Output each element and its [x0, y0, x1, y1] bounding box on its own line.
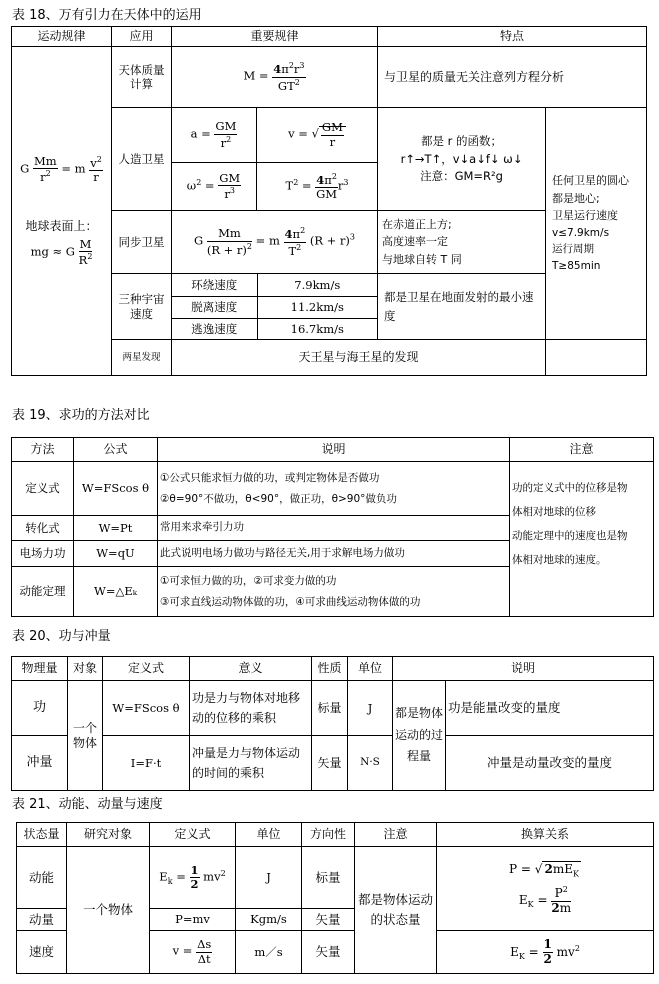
t21-header-dir: 方向性: [302, 823, 355, 847]
t19-note-line: 功的定义式中的位移是物: [512, 482, 628, 494]
t19-header-note: 注意: [510, 438, 654, 462]
t20-object: 一个物体: [68, 681, 103, 791]
t18-sat-note-line3: 注意：GM=R²g: [420, 169, 503, 184]
t20-quantity: 冲量: [12, 736, 68, 791]
t19-header-formula: 公式: [74, 438, 158, 462]
t21-header-unit: 单位: [236, 823, 302, 847]
t18-app-sync: 同步卫星: [112, 211, 172, 274]
t19-note-line: 动能定理中的速度也是物: [512, 530, 628, 543]
t19-desc-line: ③可求直线运动物体做的功，④可求曲线运动物体做的功: [160, 595, 421, 608]
t18-header-motion: 运动规律: [12, 27, 112, 47]
t20-meaning: 冲量是力与物体运动的时间的乘积: [190, 736, 312, 791]
t19-method: 电场力功: [12, 541, 74, 567]
t20-header-unit: 单位: [348, 657, 393, 681]
t20-header-meaning: 意义: [190, 657, 312, 681]
t19-formula: W=qU: [74, 541, 158, 567]
t18-sat-note-line2: r↑→T↑，v↓a↓f↓ ω↓: [400, 151, 523, 166]
t21-header-object: 研究对象: [67, 823, 150, 847]
t19-formula: W=FScos θ: [74, 462, 158, 516]
t20-desc: 功是能量改变的量度: [446, 681, 654, 736]
t19-header-method: 方法: [12, 438, 74, 462]
t20-formula: I=F·t: [103, 736, 190, 791]
t19-desc-line: ②θ=90°不做功，θ<90°，做正功，θ>90°做负功: [160, 492, 397, 505]
t18-side-note-line: 都是地心;: [552, 191, 600, 205]
t21-state: 动量: [17, 909, 67, 931]
t21-header-state: 状态量: [17, 823, 67, 847]
t19-note: [510, 462, 654, 617]
t18-cosmic-value: 7.9km/s: [257, 274, 377, 296]
t19-desc-line: ①可求恒力做的功，②可求变力做的功: [160, 574, 337, 587]
t18-sync-note-line: 与地球自转 T 同: [382, 252, 462, 266]
t21-dir: 标量: [302, 847, 355, 909]
t18-app-cosmic: 三种宇宙速度: [112, 274, 172, 340]
t18-sat-note: [378, 108, 546, 211]
t21-state: 动能: [17, 847, 67, 909]
t20-nature: 标量: [312, 681, 348, 736]
t19-method: 定义式: [12, 462, 74, 516]
t20-desc: 冲量是动量改变的量度: [446, 736, 654, 791]
t20-meaning: 功是力与物体对地移动的位移的乘积: [190, 681, 312, 736]
t18-sat-period: $T^2$ = $\frac{4\pi^2}{GM}$ $r^3$: [257, 163, 378, 211]
t18-sat-note-line1: 都是 r 的函数；: [420, 134, 503, 149]
t18-side-note-line: 卫星运行速度: [552, 209, 619, 223]
t21-v-formula: v = $\frac{\Delta s}{\Delta t}$: [150, 931, 236, 974]
t20-unit: J: [348, 681, 393, 736]
t21-p-from-ek: P = √ $2mE_K$: [509, 861, 579, 878]
t19-note-line: 体相对地球的位移: [512, 506, 596, 519]
t20-header-formula: 定义式: [103, 657, 190, 681]
t20-formula: W=FScos θ: [103, 681, 190, 736]
t21-ek-formula: $E_k$ = $\frac{1}{2}$ $mv^2$: [150, 847, 236, 909]
t19-desc: 常用来求牵引力功: [158, 516, 510, 541]
t18-sync-formula: G $\frac{Mm}{(R + r)^2}$ = m $\frac{4\pi^2}{T^2}$ $(R + r)^3$: [172, 211, 378, 274]
t21-p-formula: P=mv: [150, 909, 236, 931]
t18-cosmic-value: 11.2km/s: [257, 296, 377, 318]
t18-sat-velocity: v = √ $\frac{GM}{r}$: [257, 108, 378, 163]
t20-header-desc: 说明: [393, 657, 654, 681]
t18-gravity-equation: G $\frac{Mm}{r^2}$ = m $\frac{v^2}{r}$: [20, 154, 102, 185]
t20-header-quantity: 物理量: [12, 657, 68, 681]
t21-conversion-pk: [437, 847, 654, 931]
t18-sync-note-line: 高度速率一定: [382, 235, 449, 249]
t18-header-law: 重要规律: [172, 27, 378, 47]
t20-nature: 矢量: [312, 736, 348, 791]
t20-header-object: 对象: [68, 657, 103, 681]
t18-sat-accel: a = $\frac{GM}{r^2}$: [172, 108, 257, 163]
t18-motion-law-cell: [12, 47, 112, 376]
t18-cosmic-name: 逃逸速度: [172, 318, 257, 339]
t21-unit: m／s: [236, 931, 302, 974]
t18-mass-formula: M = $\frac{4\pi^2r^3}{GT^2}$: [172, 47, 378, 108]
t18-surface-equation: mg ≈ G $\frac{M}{R^2}$: [30, 236, 93, 267]
t18-cosmic-speeds: [172, 274, 378, 340]
t21-dir: 矢量: [302, 909, 355, 931]
t19-desc: [158, 567, 510, 617]
t19-desc: [158, 462, 510, 516]
t21-object: 一个物体: [67, 847, 150, 974]
t21-unit: Kgm/s: [236, 909, 302, 931]
table21-caption: 表 21、动能、动量与速度: [12, 797, 163, 812]
table19-caption: 表 19、求功的方法对比: [12, 408, 150, 423]
table20: [11, 656, 654, 791]
table19: [11, 437, 654, 617]
t18-surface-label: 地球表面上：: [25, 218, 98, 233]
t21-conversion-ek: $E_K$ = $\frac{1}{2}$ $mv^2$: [437, 931, 654, 974]
t19-header-desc: 说明: [158, 438, 510, 462]
t18-side-note-line: T≥85min: [552, 260, 601, 273]
t18-mass-note: 与卫星的质量无关注意列方程分析: [378, 47, 647, 108]
t21-dir: 矢量: [302, 931, 355, 974]
t19-method: 转化式: [12, 516, 74, 541]
t18-header-feature: 特点: [378, 27, 647, 47]
table18: [11, 26, 647, 376]
t18-sync-note-line: 在赤道正上方;: [382, 218, 452, 232]
t18-cosmic-name: 脱离速度: [172, 296, 257, 318]
t18-side-note: [546, 108, 647, 340]
t20-header-nature: 性质: [312, 657, 348, 681]
t18-discovery-text: 天王星与海王星的发现: [172, 340, 546, 376]
t18-side-note-line: 任何卫星的圆心: [552, 173, 630, 187]
t18-side-note-line: 运行周期: [552, 243, 595, 256]
t19-desc: 此式说明电场力做功与路径无关,用于求解电场力做功: [158, 541, 510, 567]
t20-unit: N·S: [348, 736, 393, 791]
t19-formula: W=△Eₖ: [74, 567, 158, 617]
t18-empty-cell: [546, 340, 647, 376]
t18-cosmic-value: 16.7km/s: [290, 321, 344, 336]
t18-cosmic-name: 环绕速度: [172, 274, 257, 296]
t20-quantity: 功: [12, 681, 68, 736]
t18-header-app: 应用: [112, 27, 172, 47]
t20-shared-desc: 都是物体运动的过程量: [393, 681, 446, 791]
t19-formula: W=Pt: [74, 516, 158, 541]
t21-header-formula: 定义式: [150, 823, 236, 847]
t21-header-conversion: 换算关系: [437, 823, 654, 847]
t18-cosmic-subtable: [172, 274, 377, 339]
t18-app-mass: 天体质量计算: [112, 47, 172, 108]
t18-cosmic-note: 都是卫星在地面发射的最小速度: [378, 274, 546, 340]
t21-ek-from-p: $E_K$ = $\frac{P^2}{2m}$: [518, 884, 572, 915]
t21-state: 速度: [17, 931, 67, 974]
table20-caption: 表 20、功与冲量: [12, 629, 111, 644]
t19-method: 动能定理: [12, 567, 74, 617]
t19-note-line: 体相对地球的速度。: [512, 554, 607, 567]
t18-app-satellite: 人造卫星: [112, 108, 172, 211]
t18-side-note-line: v≤7.9km/s: [552, 226, 610, 239]
table18-caption: 表 18、万有引力在天体中的运用: [12, 8, 202, 23]
t18-sync-note: [378, 211, 546, 274]
t18-sat-omega: $\omega^2$ = $\frac{GM}{r^3}$: [172, 163, 257, 211]
t18-app-discovery: 两星发现: [112, 340, 172, 376]
t21-shared-note: 都是物体运动的状态量: [355, 847, 437, 974]
t19-desc-line: ①公式只能求恒力做的功，或判定物体是否做功: [160, 471, 380, 484]
t21-header-note: 注意: [355, 823, 437, 847]
t21-unit: J: [236, 847, 302, 909]
table21: [16, 822, 654, 974]
